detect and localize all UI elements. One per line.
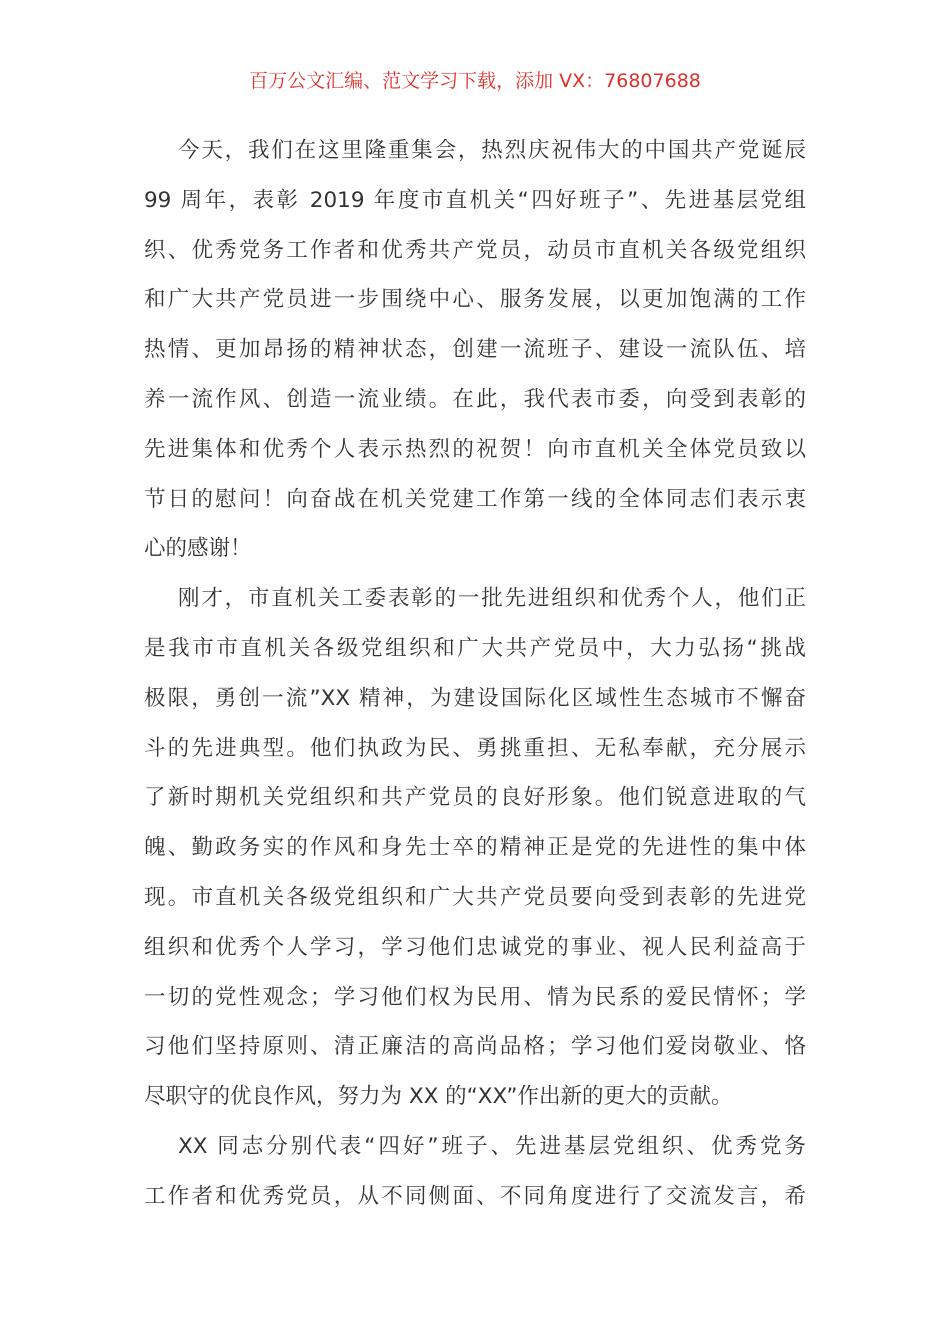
text-line: 现。市直机关各级党组织和广大共产党员要向受到表彰的先进党 (144, 884, 806, 910)
document-body (144, 126, 806, 1222)
paragraph (144, 126, 806, 574)
text-line: 99 周年，表彰 2019 年度市直机关“四好班子”、先进基层党组 (144, 187, 806, 213)
watermark-header: 百万公文汇编、范文学习下载，添加 VX：76807688 (249, 70, 701, 92)
text-line: 先进集体和优秀个人表示热烈的祝贺！向市直机关全体党员致以 (144, 436, 806, 462)
paragraph (144, 574, 806, 1122)
text-line: 心的感谢！ (144, 536, 252, 562)
text-line: 尽职守的优良作风，努力为 XX 的“XX”作出新的更大的贡献。 (144, 1084, 733, 1110)
text-line: 极限，勇创一流”XX 精神，为建设国际化区域性生态城市不懈奋 (144, 685, 806, 711)
text-line: 刚才，市直机关工委表彰的一批先进组织和优秀个人，他们正 (178, 586, 806, 612)
text-line: 养一流作风、创造一流业绩。在此，我代表市委，向受到表彰的 (144, 386, 806, 412)
text-line: 和广大共产党员进一步围绕中心、服务发展，以更加饱满的工作 (144, 287, 806, 313)
text-line: 魄、勤政务实的作风和身先士卒的精神正是党的先进性的集中体 (144, 835, 806, 861)
paragraph (144, 1122, 806, 1222)
text-line: 工作者和优秀党员，从不同侧面、不同角度进行了交流发言，希 (144, 1183, 806, 1209)
text-line: 是我市市直机关各级党组织和广大共产党员中，大力弘扬“挑战 (144, 635, 806, 661)
text-line: XX 同志分别代表“四好”班子、先进基层党组织、优秀党务 (178, 1133, 806, 1159)
text-line: 了新时期机关党组织和共产党员的良好形象。他们锐意进取的气 (144, 785, 806, 811)
text-line: 今天，我们在这里隆重集会，热烈庆祝伟大的中国共产党诞辰 (178, 138, 806, 163)
text-line: 习他们坚持原则、清正廉洁的高尚品格；学习他们爱岗敬业、恪 (144, 1034, 806, 1060)
text-line: 一切的党性观念；学习他们权为民用、情为民系的爱民情怀；学 (144, 984, 806, 1010)
text-line: 组织和优秀个人学习，学习他们忠诚党的事业、视人民利益高于 (144, 934, 806, 960)
text-line: 斗的先进典型。他们执政为民、勇挑重担、无私奉献，充分展示 (144, 735, 806, 761)
text-line: 节日的慰问！向奋战在机关党建工作第一线的全体同志们表示衷 (144, 486, 806, 512)
text-line: 织、优秀党务工作者和优秀共产党员，动员市直机关各级党组织 (144, 237, 806, 263)
text-line: 热情、更加昂扬的精神状态，创建一流班子、建设一流队伍、培 (144, 337, 806, 363)
